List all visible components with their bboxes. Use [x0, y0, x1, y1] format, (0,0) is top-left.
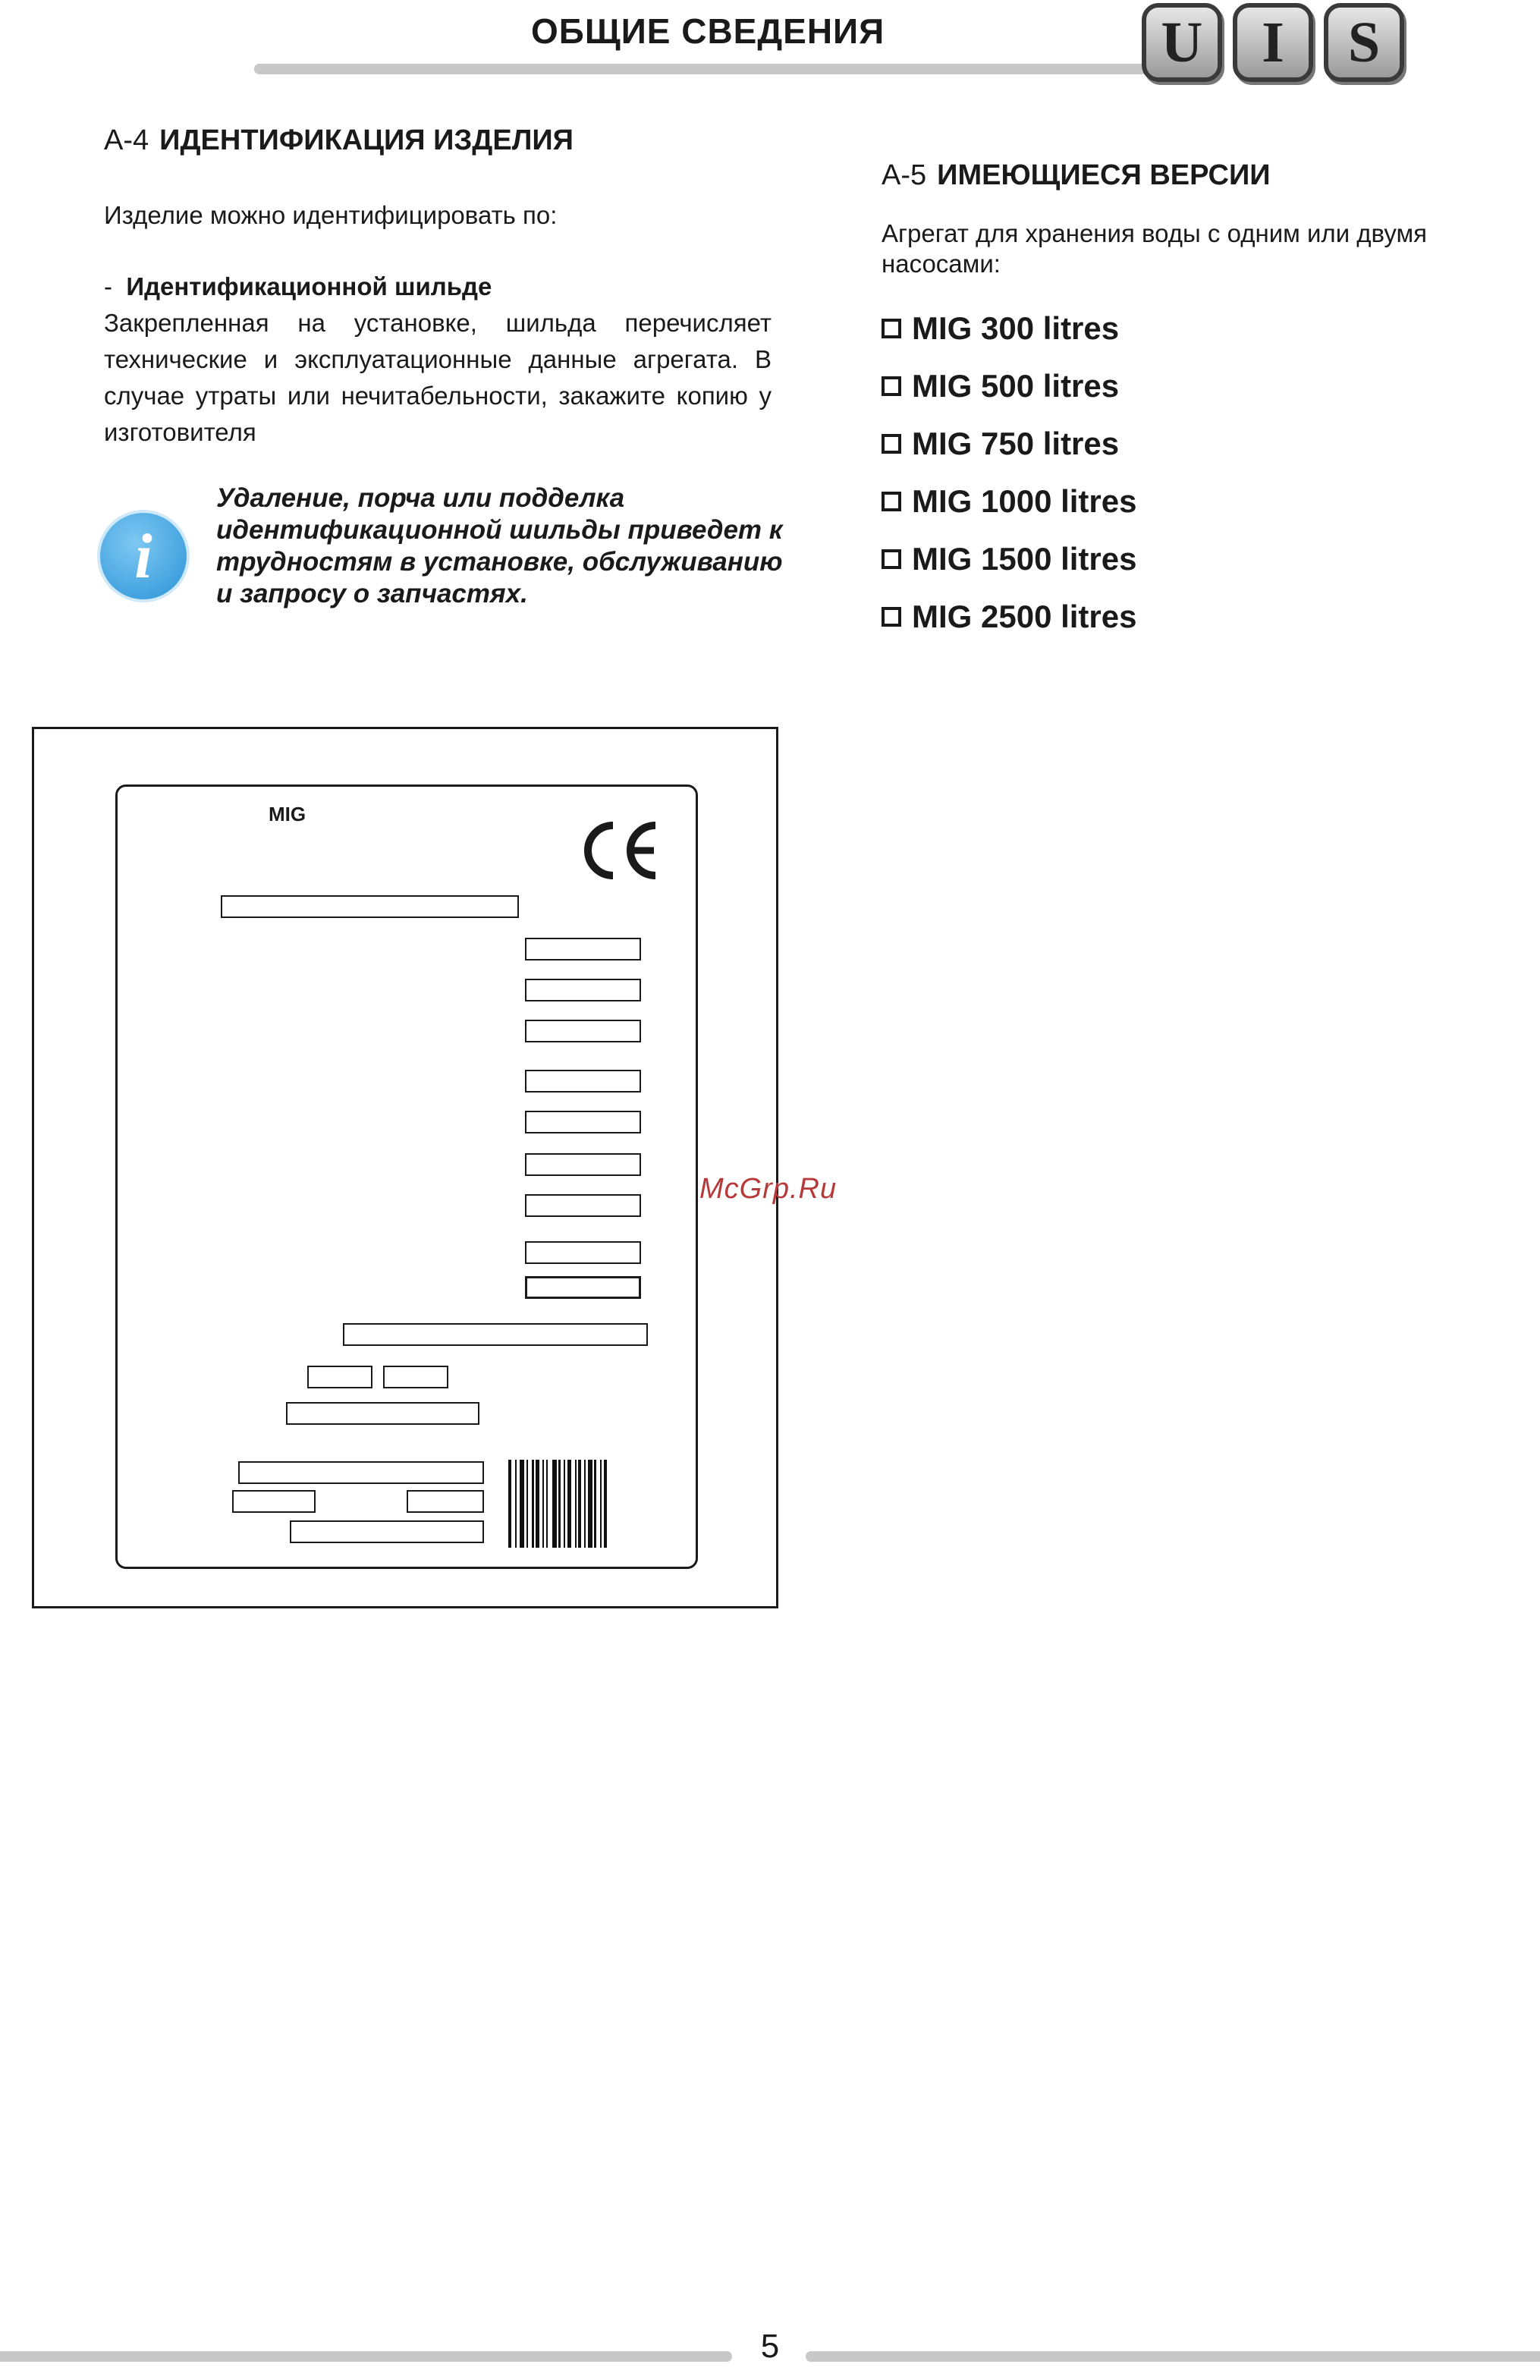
section-a5-intro: Агрегат для хранения воды с одним или двумя насосами: [882, 219, 1428, 278]
nameplate-field [525, 1153, 641, 1176]
nameplate-field [525, 1276, 641, 1299]
info-icon: i [97, 510, 190, 602]
section-a5-number: A-5 [882, 159, 927, 191]
logo-letter-s: S [1324, 3, 1404, 82]
checkbox-icon [882, 434, 901, 454]
watermark: McGrp.Ru [699, 1173, 838, 1205]
checkbox-icon [882, 319, 901, 338]
checkbox-icon [882, 607, 901, 627]
version-item [882, 357, 1488, 415]
version-item [882, 473, 1488, 530]
nameplate-field [221, 895, 519, 918]
section-a4-title: ИДЕНТИФИКАЦИЯ ИЗДЕЛИЯ [159, 124, 574, 156]
nameplate-field [525, 1111, 641, 1133]
barcode [508, 1460, 616, 1548]
ce-mark-icon [578, 818, 662, 883]
version-item [882, 530, 1488, 588]
version-label: MIG 1500 litres [912, 541, 1137, 577]
nameplate-field [407, 1490, 484, 1513]
nameplate-model-label: MIG [269, 803, 306, 825]
item-dash: - [104, 272, 112, 300]
nameplate-field [307, 1366, 372, 1388]
warning-note: Удаление, порча или подделка идентификационной шильды приведет к трудностям в установке, обслуживанию и запросу о запчастях. [216, 483, 783, 608]
nameplate-field [525, 1241, 641, 1264]
version-item [882, 300, 1488, 357]
nameplate-field [238, 1461, 484, 1484]
logo-letter-i: I [1233, 3, 1313, 82]
nameplate-field [290, 1520, 484, 1543]
page-number: 5 [760, 2328, 780, 2365]
version-label: MIG 1000 litres [912, 483, 1137, 519]
checkbox-icon [882, 549, 901, 569]
version-label: MIG 750 litres [912, 426, 1120, 461]
brand-logo [1142, 3, 1430, 88]
checkbox-icon [882, 492, 901, 511]
nameplate-field [525, 1020, 641, 1042]
nameplate-field [343, 1323, 648, 1346]
header-divider [254, 64, 1149, 74]
footer-divider-right [806, 2351, 1540, 2362]
nameplate-field [383, 1366, 448, 1388]
version-item [882, 588, 1488, 646]
footer-divider-left [0, 2351, 732, 2362]
section-a5-title: ИМЕЮЩИЕСЯ ВЕРСИИ [937, 159, 1271, 191]
section-a4-heading [104, 124, 574, 157]
checkbox-icon [882, 376, 901, 396]
nameplate-field [525, 938, 641, 960]
version-item [882, 415, 1488, 473]
versions-list [882, 300, 1488, 646]
version-label: MIG 300 litres [912, 310, 1120, 346]
identification-item-heading [104, 269, 772, 305]
section-a4-intro: Изделие можно идентифицировать по: [104, 201, 558, 229]
nameplate-field [525, 979, 641, 1001]
logo-letter-u: U [1142, 3, 1222, 82]
page-section-title: ОБЩИЕ СВЕДЕНИЯ [531, 11, 885, 51]
version-label: MIG 2500 litres [912, 599, 1137, 634]
version-label: MIG 500 litres [912, 368, 1120, 404]
section-a5-heading [882, 159, 1271, 192]
identification-item-text: Закрепленная на установке, шильда перечисляет технические и эксплуатационные данные агрегата. В случае утраты или нечитабельности, закажите копию у изготовителя [104, 309, 772, 446]
nameplate-field [232, 1490, 316, 1513]
identification-item-title: Идентификационной шильде [126, 272, 492, 300]
nameplate-field [525, 1194, 641, 1217]
nameplate-field [525, 1070, 641, 1093]
nameplate-field [286, 1402, 479, 1425]
section-a4-number: A-4 [104, 124, 149, 156]
